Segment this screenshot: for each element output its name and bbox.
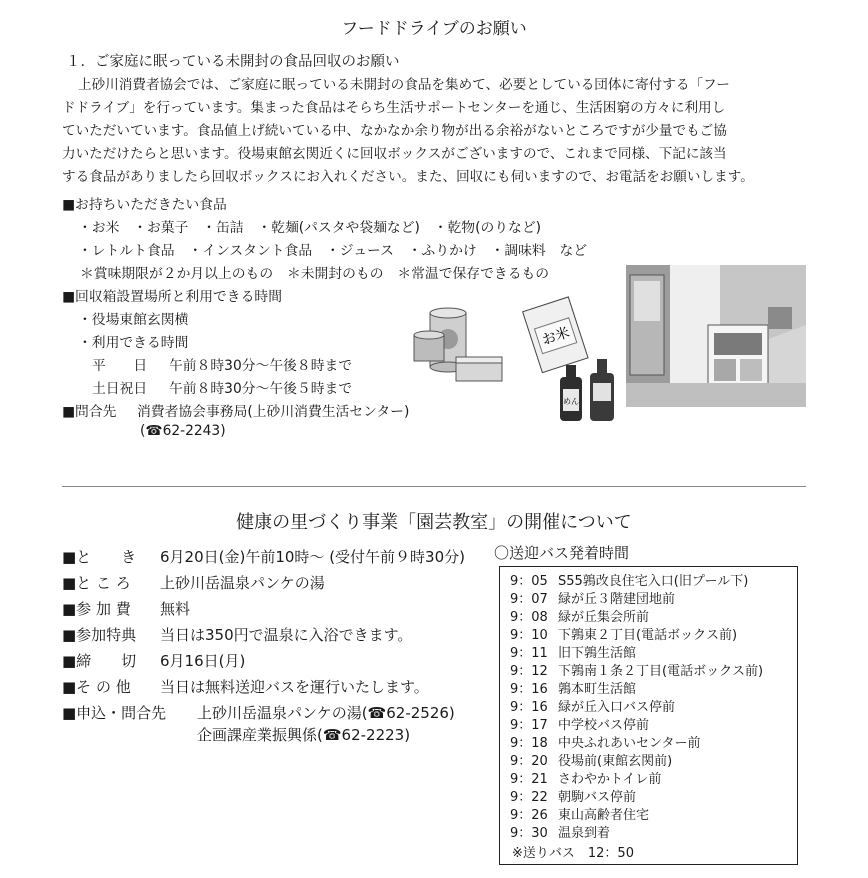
bus-time: 9：07	[510, 592, 548, 607]
bus-time: 9：12	[510, 664, 548, 679]
detail-label: ■参 加 費	[62, 600, 131, 618]
hours-holiday-day: 土日祝日	[92, 381, 148, 397]
bus-time: 9：22	[510, 790, 548, 805]
detail-value: 当日は無料送迎バスを運行いたします。	[160, 678, 429, 696]
location-heading: ■回収箱設置場所と利用できる時間	[62, 289, 282, 305]
paragraph-line: する食品がありましたら回収ボックスにお入れください。また、回収にも伺いますので、お電話をお願いします。	[62, 169, 754, 185]
bus-time: 9：17	[510, 718, 548, 733]
items-line: ・お米 ・お菓子 ・缶詰 ・乾麺(パスタや袋麺など) ・乾物(のりなど)	[78, 220, 542, 236]
bus-stop: 役場前(東館玄関前)	[558, 754, 673, 769]
contact-text: 消費者協会事務局(上砂川消費生活センター)	[137, 404, 410, 420]
detail-value: 当日は350円で温泉に入浴できます。	[160, 626, 413, 644]
detail-label: ■締 切	[62, 652, 137, 670]
bus-time: 9：11	[510, 646, 548, 661]
rice-bag-label: お米	[540, 324, 572, 349]
contact-label: ■問合先	[62, 404, 117, 420]
bus-return: ※送りバス 12：50	[512, 846, 634, 861]
gardening-title: 健康の里づくり事業「園芸教室」の開催について	[236, 512, 632, 533]
bus-stop: 東山高齢者住宅	[558, 808, 650, 823]
bus-heading: 〇送迎バス発着時間	[494, 544, 630, 562]
bus-stop: 温泉到着	[558, 826, 611, 841]
detail-value: 上砂川岳温泉パンケの湯	[160, 574, 325, 592]
bus-stop: 下鶉南１条２丁目(電話ボックス前)	[558, 664, 764, 679]
contact-tel: (☎62-2243)	[140, 423, 226, 439]
bus-time: 9：18	[510, 736, 548, 751]
bus-time: 9：30	[510, 826, 548, 841]
items-heading: ■お持ちいただきたい食品	[62, 197, 227, 213]
food-illustration	[410, 295, 625, 425]
bus-time: 9：16	[510, 682, 548, 697]
bus-stop: 中央ふれあいセンター前	[558, 736, 701, 751]
location-text: ・役場東館玄関横	[78, 312, 189, 328]
paragraph-line: ていただいています。食品値上げ続いている中、なかなか余り物が出る余裕がないところですが少量でもご協	[62, 123, 727, 139]
bus-stop: 緑が丘入口バス停前	[558, 700, 676, 715]
paragraph-line: ドドライブ」を行っています。集まった食品はそらち生活サポートセンターを通じ、生活困窮の方々に利用し	[62, 100, 726, 116]
hours-weekday-day: 平 日	[92, 358, 148, 374]
paragraph-line: 力いただけたらと思います。役場東館玄関近くに回収ボックスがございますので、これまで同様、下記に該当	[62, 146, 727, 162]
detail-value: 上砂川岳温泉パンケの湯(☎62-2526)	[197, 704, 455, 722]
detail-label: ■と こ ろ	[62, 574, 131, 592]
bus-time: 9：08	[510, 610, 548, 625]
bus-stop: 下鶉東２丁目(電話ボックス前)	[558, 628, 738, 643]
bus-stop: 緑が丘集会所前	[558, 610, 650, 625]
hours-holiday-time: 午前８時30分～午後５時まで	[169, 381, 353, 397]
bus-time: 9：21	[510, 772, 548, 787]
food-drive-title: フードドライブのお願い	[341, 19, 527, 39]
bus-stop: さわやかトイレ前	[558, 772, 662, 787]
detail-label: ■参加特典	[62, 626, 137, 644]
detail-label: ■申込・問合先	[62, 704, 167, 722]
bus-stop: 朝駒バス停前	[558, 790, 637, 805]
collection-box-photo	[626, 265, 806, 407]
bus-time: 9：10	[510, 628, 548, 643]
items-note: ＊賞味期限が２か月以上のもの ＊未開封のもの ＊常温で保存できるもの	[80, 266, 550, 282]
bus-stop: 緑が丘３階建団地前	[558, 592, 676, 607]
items-line: ・レトルト食品 ・インスタント食品 ・ジュース ・ふりかけ ・調味料 など	[78, 243, 588, 259]
bus-time: 9：20	[510, 754, 548, 769]
food-drive-subtitle: １．ご家庭に眠っている未開封の食品回収のお願い	[66, 54, 400, 70]
bus-time: 9：26	[510, 808, 548, 823]
detail-value: 6月20日(金)午前10時～ (受付午前９時30分)	[160, 548, 465, 566]
detail-label: ■と き	[62, 548, 137, 566]
paragraph-line: 上砂川消費者協会では、ご家庭に眠っている未開封の食品を集めて、必要としている団体に寄付する「フー	[78, 77, 730, 93]
detail-contact-2: 企画課産業振興係(☎62-2223)	[197, 726, 411, 744]
bus-stop: 鶉本町生活館	[558, 682, 637, 697]
hours-label: ・利用できる時間	[78, 335, 189, 351]
bus-stop: 中学校バス停前	[558, 718, 650, 733]
hours-weekday-time: 午前８時30分～午後８時まで	[169, 358, 353, 374]
bus-time: 9：16	[510, 700, 548, 715]
bottle-label: めん	[563, 397, 579, 406]
bus-stop: S55鶉改良住宅入口(旧プール下)	[558, 574, 749, 589]
bus-time: 9：05	[510, 574, 548, 589]
bus-stop: 旧下鶉生活館	[558, 646, 637, 661]
detail-value: 無料	[160, 600, 191, 618]
detail-value: 6月16日(月)	[160, 652, 246, 670]
detail-label: ■そ の 他	[62, 678, 131, 696]
section-divider	[62, 486, 806, 487]
